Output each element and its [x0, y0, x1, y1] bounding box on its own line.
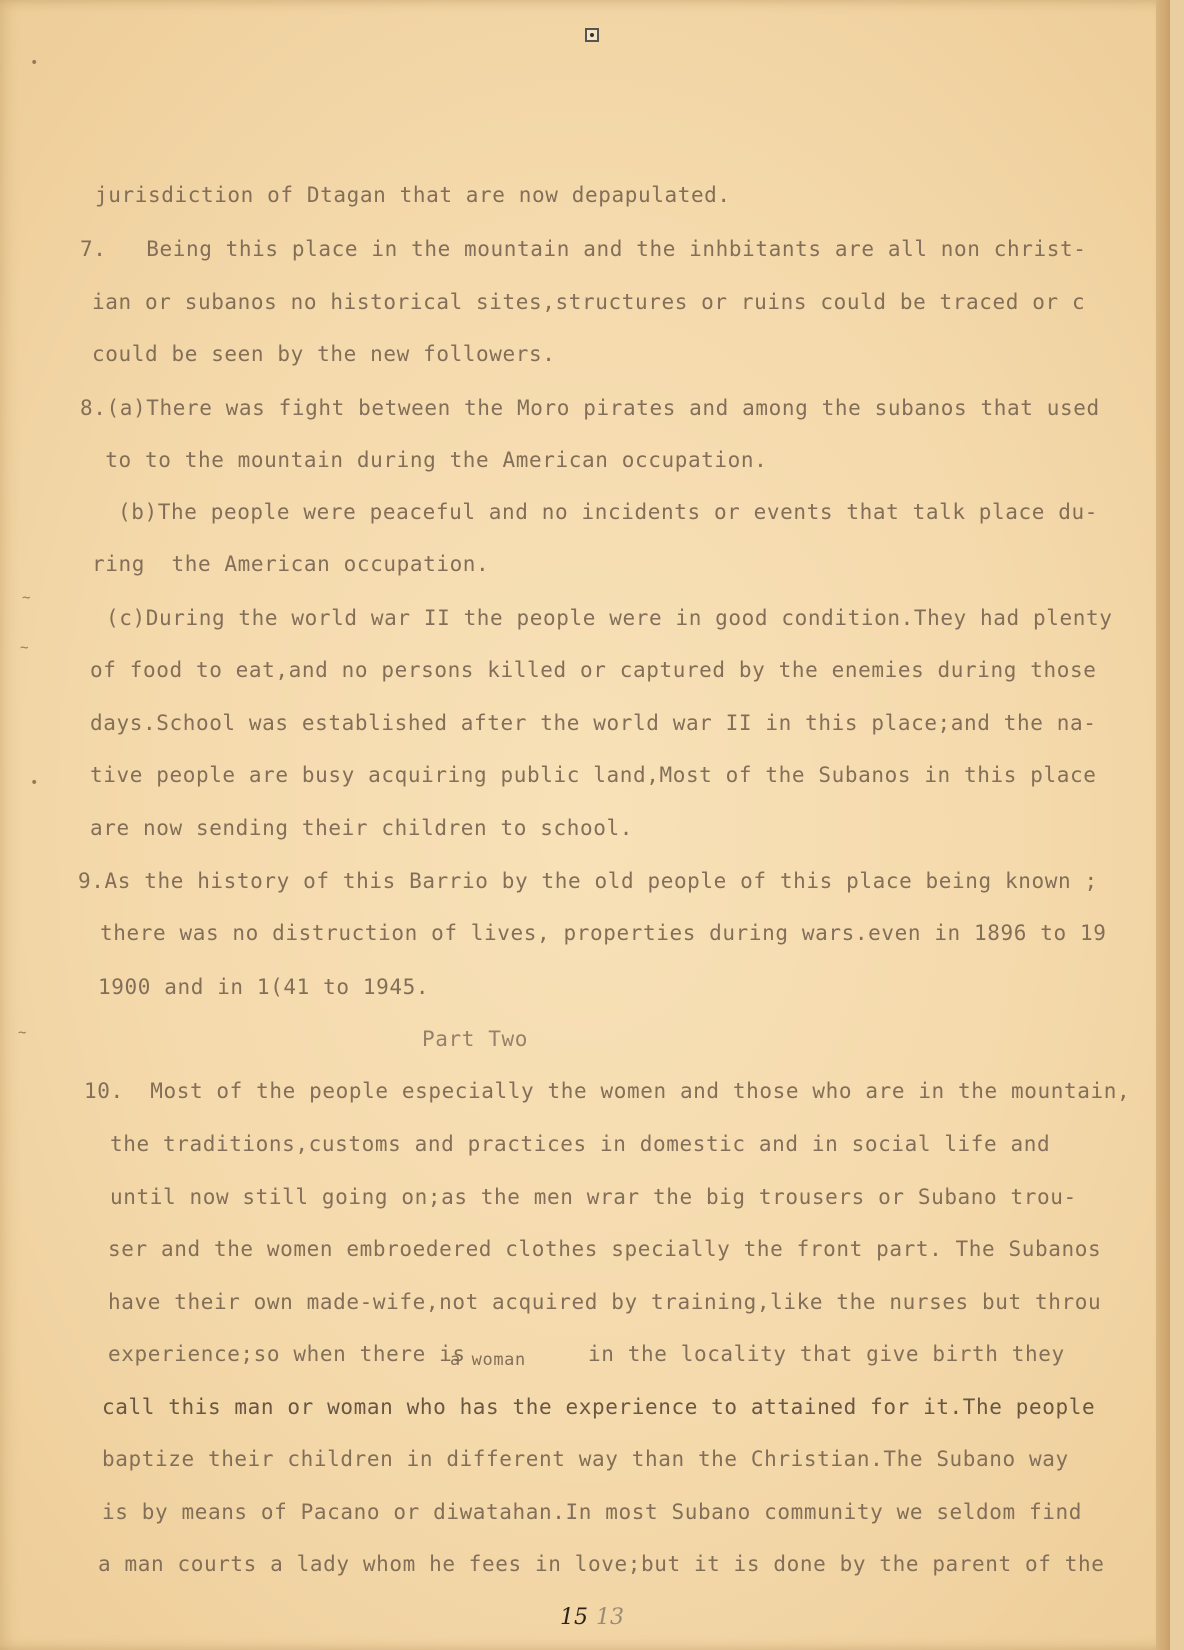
text-line: (b)The people were peaceful and no incidents or events that talk place du-: [118, 500, 1098, 524]
text-line: are now sending their children to school.: [90, 816, 633, 840]
text-line: in the locality that give birth they: [588, 1342, 1065, 1366]
text-line: ring the American occupation.: [92, 552, 490, 576]
text-line: to to the mountain during the American occupation.: [92, 448, 768, 472]
text-line: could be seen by the new followers.: [92, 342, 556, 366]
inserted-text: a woman: [450, 1350, 526, 1370]
page-number-pencil: 13: [596, 1605, 624, 1630]
staple-mark: [585, 28, 599, 42]
text-line: tive people are busy acquiring public land,Most of the Subanos in this place: [90, 763, 1097, 787]
text-line: ian or subanos no historical sites,structures or ruins could be traced or c: [92, 290, 1086, 314]
text-line: 7. Being this place in the mountain and the inhbitants are all non christ-: [80, 237, 1087, 261]
text-line: 9.As the history of this Barrio by the old people of this place being known ;: [78, 869, 1098, 893]
paper-tear-mark: ~: [20, 640, 29, 656]
text-line: jurisdiction of Dtagan that are now depapulated.: [95, 183, 731, 207]
section-heading: Part Two: [422, 1027, 528, 1051]
text-line: a man courts a lady whom he fees in love;but it is done by the parent of the: [98, 1552, 1105, 1576]
text-line: 10. Most of the people especially the women and those who are in the mountain,: [84, 1079, 1131, 1103]
text-line: (c)During the world war II the people were in good condition.They had plenty: [106, 606, 1113, 630]
ink-speck: •: [30, 775, 39, 791]
text-line: call this man or woman who has the experience to attained for it.The people: [102, 1395, 1096, 1419]
paper-tear-mark: ~: [18, 1025, 27, 1041]
text-line: 8.(a)There was fight between the Moro pirates and among the subanos that used: [80, 396, 1100, 420]
page-number-ink: 15: [560, 1605, 588, 1630]
ink-speck: •: [30, 55, 39, 71]
text-line: have their own made-wife,not acquired by training,like the nurses but throu: [108, 1290, 1102, 1314]
text-line: is by means of Pacano or diwatahan.In most Subano community we seldom find: [102, 1500, 1082, 1524]
text-line: days.School was established after the world war II in this place;and the na-: [90, 711, 1097, 735]
page-number: [560, 1605, 624, 1630]
text-line: the traditions,customs and practices in domestic and in social life and: [110, 1132, 1051, 1156]
text-line: experience;so when there is: [108, 1342, 466, 1366]
text-line: baptize their children in different way than the Christian.The Subano way: [102, 1447, 1069, 1471]
text-line: there was no distruction of lives, properties during wars.even in 1896 to 19: [100, 921, 1107, 945]
text-line: 1900 and in 1(41 to 1945.: [98, 975, 430, 999]
text-line: of food to eat,and no persons killed or captured by the enemies during those: [90, 658, 1097, 682]
text-line: until now still going on;as the men wrar the big trousers or Subano trou-: [110, 1185, 1077, 1209]
text-line: ser and the women embroedered clothes specially the front part. The Subanos: [108, 1237, 1102, 1261]
page-edge: [1156, 0, 1170, 1650]
paper-tear-mark: ~: [22, 590, 31, 606]
